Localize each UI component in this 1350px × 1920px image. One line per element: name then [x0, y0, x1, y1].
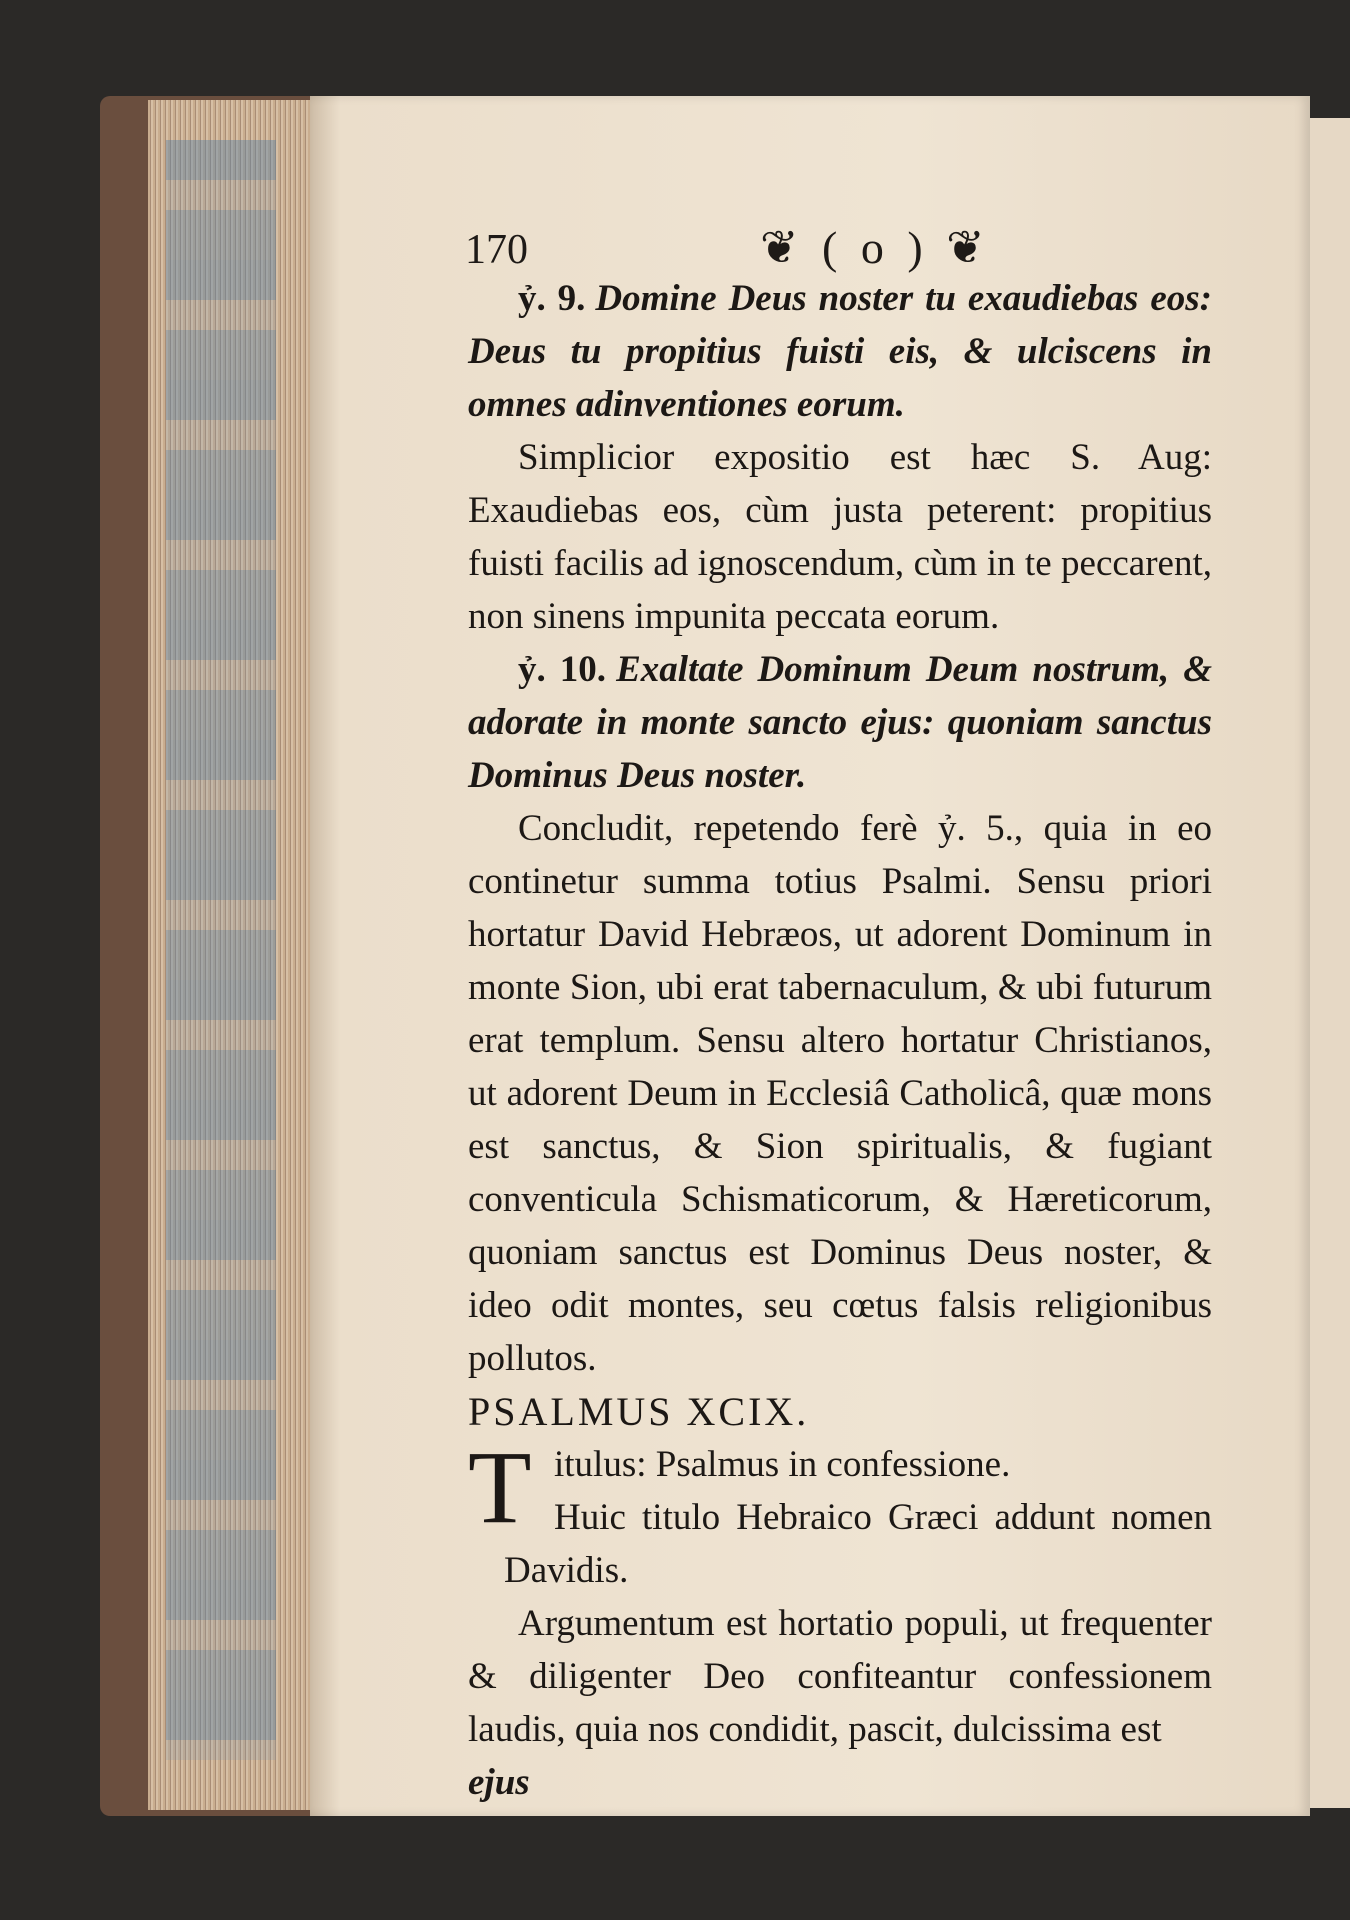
catchword: ejus [468, 1762, 530, 1803]
verse-9 [468, 272, 1212, 431]
commentary-paragraph: Concludit, repetendo ferè ỷ. 5., quia in eo continetur summa totius Psalmi. Sensu priori hortatur David Hebræos, ut adorent Dominum in monte Sion, ubi erat tabernaculum, & ubi futurum erat templum. Sensu altero hortatur Christianos, ut adorent Deum in Ecclesiâ Catholicâ, quæ mons est sanctus, & Sion spiritualis, & fugiant conventicula Schismaticorum, & Hæreticorum, quoniam sanctus est Dominus Deus noster, & ideo odit montes, seu cœtus falsis religionibus pollutos. [468, 808, 1212, 1379]
psalm-heading: PSALMUS XCIX. [468, 1389, 810, 1434]
page-number: 170 [465, 227, 528, 273]
page-edges [148, 100, 318, 1810]
header-ornament: ❦ ( o ) ❦ [760, 222, 991, 273]
verse-text: Exaltate Dominum Deum nostrum, & adorate in monte sancto ejus: quoniam sanctus Dominus Deus noster. [468, 649, 1212, 796]
verse-mark: ỷ. 10. [518, 649, 607, 690]
page-text [468, 272, 1212, 1809]
verse-text: Domine Deus noster tu exaudiebas eos: Deus tu propitius fuisti eis, & ulciscens in omnes adinventiones eorum. [468, 278, 1213, 425]
verse-mark: ỷ. 9. [518, 278, 586, 319]
commentary-paragraph: Huic titulo Hebraico Græci addunt nomen Davidis. [504, 1497, 1212, 1591]
verse-10 [468, 643, 1212, 802]
drop-cap: T [468, 1430, 532, 1545]
page-header [465, 220, 1025, 280]
titulus-text: itulus: Psalmus in confessione. [554, 1444, 1011, 1485]
commentary-paragraph: Simplicior expositio est hæc S. Aug: Exaudiebas eos, cùm justa peterent: propitius fuisti facilis ad ignoscendum, cùm in te peccarent, non sinens impunita peccata eorum. [468, 437, 1212, 637]
commentary-paragraph: Argumentum est hortatio populi, ut frequenter & diligenter Deo confiteantur confessionem laudis, quia nos condidit, pascit, dulcissima est [468, 1603, 1212, 1750]
